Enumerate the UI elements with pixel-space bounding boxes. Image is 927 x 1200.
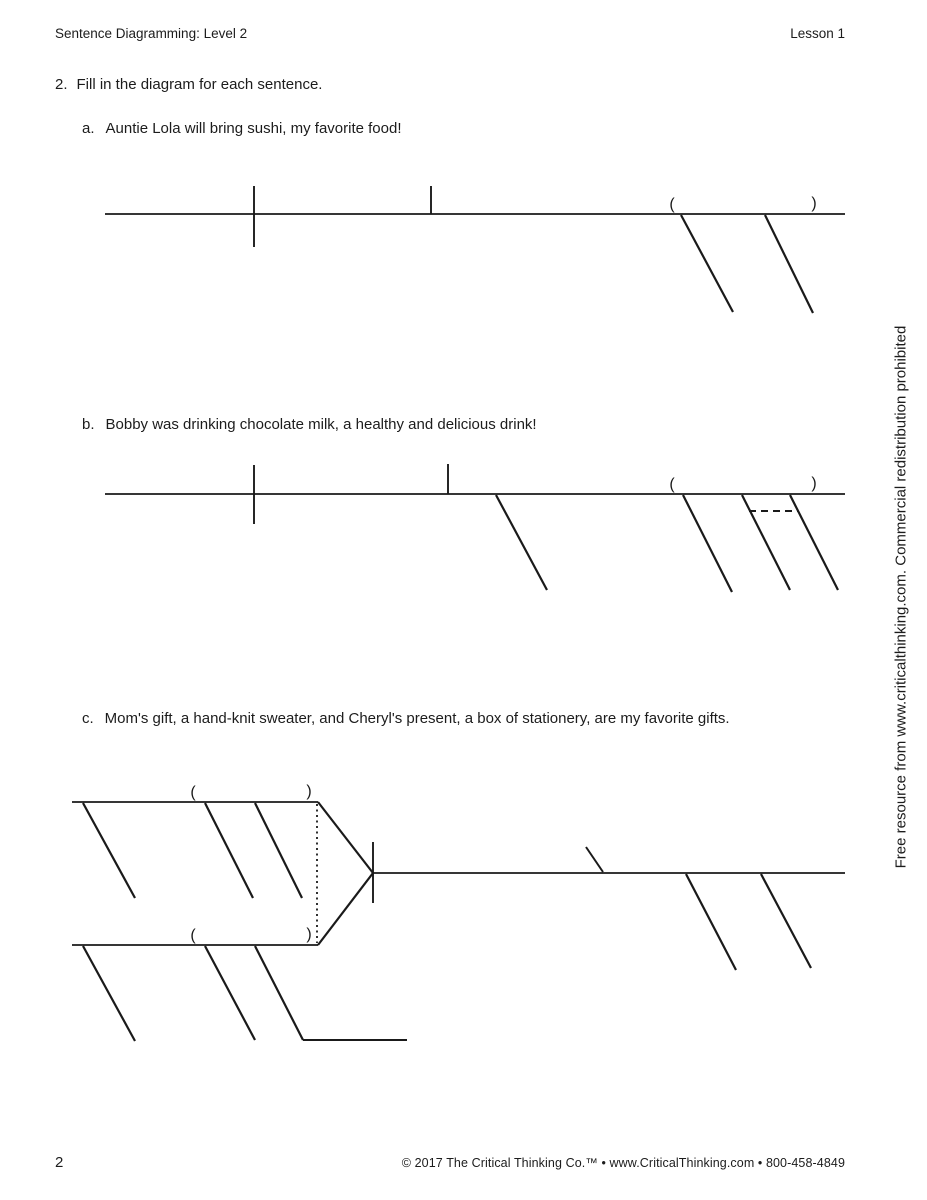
page-title: Sentence Diagramming: Level 2 — [55, 26, 248, 41]
diagram-a — [105, 186, 845, 313]
instruction-line — [55, 76, 322, 93]
instruction-text: Fill in the diagram for each sentence. — [76, 76, 323, 93]
top-appositive-open-paren: ( — [190, 784, 196, 801]
pn-modifier-slant-1 — [686, 874, 736, 970]
top-appositive-close-paren: ) — [306, 783, 312, 800]
exercise-a-text: Auntie Lola will bring sushi, my favorite food! — [105, 120, 402, 137]
top-fork-line — [318, 802, 373, 873]
appositive-modifier-slant-1 — [683, 495, 732, 592]
exercise-c-text: Mom's gift, a hand-knit sweater, and Cheryl's present, a box of stationery, are my favorite gifts. — [104, 710, 730, 727]
bottom-appositive-close-paren: ) — [306, 926, 312, 943]
appositive-close-paren: ) — [811, 475, 817, 492]
top-appositive-slant-2 — [255, 803, 302, 898]
exercise-a-sentence — [82, 120, 402, 137]
exercise-b-text: Bobby was drinking chocolate milk, a healthy and delicious drink! — [105, 416, 537, 433]
pn-modifier-slant-2 — [761, 874, 811, 968]
exercise-a-label: a. — [82, 120, 95, 137]
bottom-appositive-prep-slant — [255, 946, 303, 1040]
copyright-text: © 2017 The Critical Thinking Co.™ • www.CriticalThinking.com • 800-458-4849 — [401, 1156, 845, 1170]
page-number: 2 — [55, 1154, 64, 1171]
exercise-b-label: b. — [82, 416, 95, 433]
bottom-fork-line — [318, 873, 373, 945]
top-possessive-slant — [83, 803, 135, 898]
exercise-b-sentence — [82, 416, 537, 433]
exercise-c-sentence — [82, 710, 730, 727]
appositive-modifier-slant-3 — [790, 495, 838, 590]
predicate-divider-slant — [586, 847, 603, 872]
instruction-number: 2. — [55, 76, 68, 93]
bottom-appositive-open-paren: ( — [190, 927, 196, 944]
object-modifier-slant — [496, 495, 547, 590]
exercise-c-label: c. — [82, 710, 94, 727]
bottom-possessive-slant — [83, 946, 135, 1041]
appositive-modifier-slant-2 — [765, 215, 813, 313]
bottom-appositive-slant-1 — [205, 946, 255, 1040]
appositive-modifier-slant-1 — [681, 215, 733, 312]
lesson-label: Lesson 1 — [790, 26, 845, 41]
side-watermark-text: Free resource from www.criticalthinking.com. Commercial redistribution prohibited — [892, 325, 910, 869]
appositive-modifier-slant-2 — [742, 495, 790, 590]
diagram-b — [105, 464, 845, 592]
appositive-close-paren: ) — [811, 195, 817, 212]
diagram-c — [72, 783, 845, 1041]
top-appositive-slant-1 — [205, 803, 253, 898]
appositive-open-paren: ( — [669, 196, 675, 213]
appositive-open-paren: ( — [669, 476, 675, 493]
